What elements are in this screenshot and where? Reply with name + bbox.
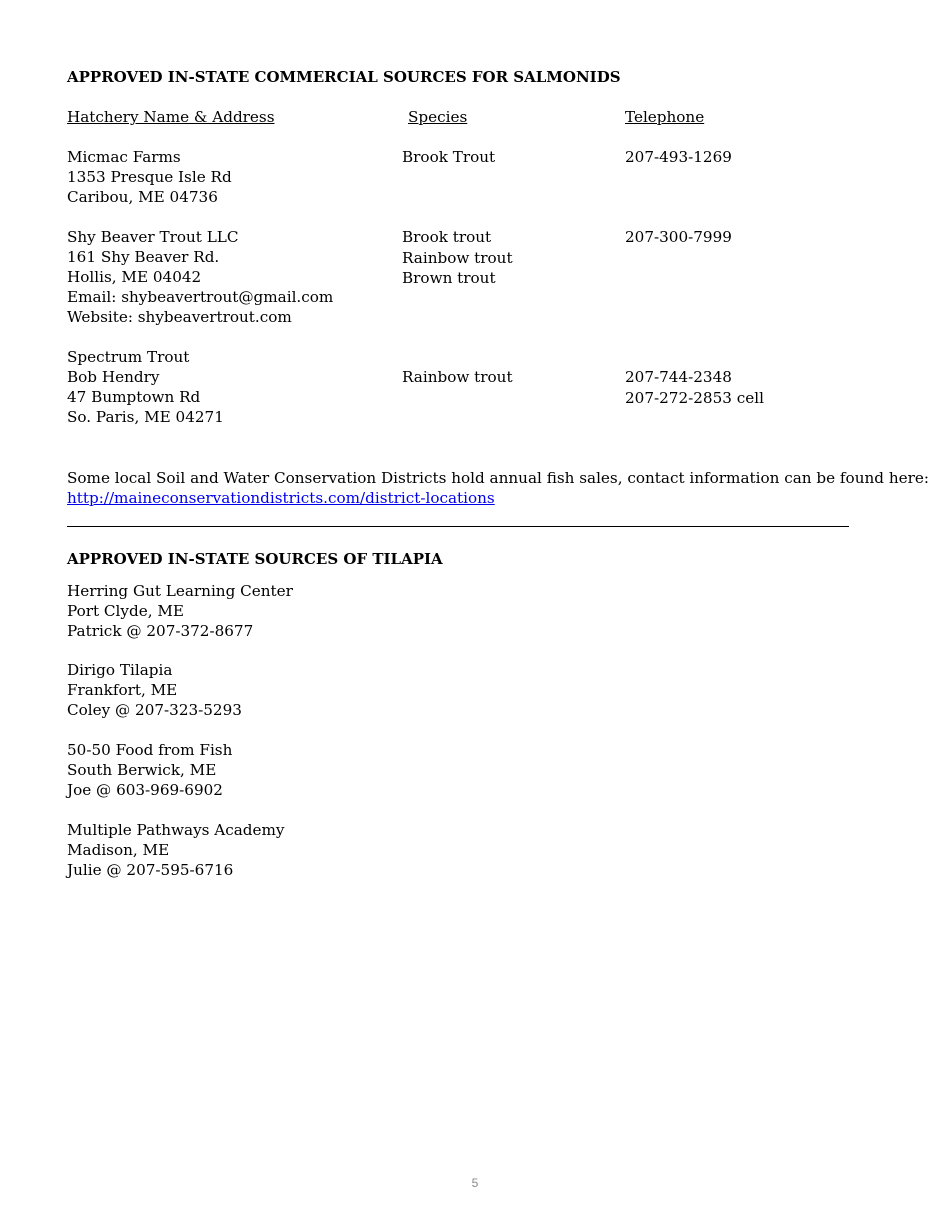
address-line: 1353 Presque Isle Rd: [67, 168, 232, 186]
address-line: Hollis, ME 04042: [67, 268, 202, 286]
salmonids-heading: APPROVED IN-STATE COMMERCIAL SOURCES FOR SALMONIDS: [67, 68, 621, 86]
column-header-species: Species: [408, 108, 468, 126]
species-item: Brown trout: [402, 268, 496, 287]
source-location: Frankfort, ME: [67, 681, 178, 699]
email-line: Email: shybeavertrout@gmail.com: [67, 288, 334, 306]
conservation-link-wrap: [67, 488, 495, 508]
website-line: Website: shybeavertrout.com: [67, 308, 292, 326]
species-item: Rainbow trout: [402, 248, 513, 267]
phone-number: 207-744-2348: [625, 368, 732, 386]
source-name: Dirigo Tilapia: [67, 661, 173, 679]
source-contact: Julie @ 207-595-6716: [67, 861, 234, 879]
source-name: Herring Gut Learning Center: [67, 582, 293, 600]
hatchery-shy-beaver-species: [402, 227, 513, 288]
address-line: 47 Bumptown Rd: [67, 388, 201, 406]
phone-number: 207-300-7999: [625, 228, 732, 246]
hatchery-micmac-address: [67, 147, 232, 207]
tilapia-heading: APPROVED IN-STATE SOURCES OF TILAPIA: [67, 550, 443, 568]
species-item: Rainbow trout: [402, 368, 513, 386]
conservation-districts-link[interactable]: http://maineconservationdistricts.com/district-locations: [67, 489, 495, 507]
source-contact: Joe @ 603-969-6902: [67, 781, 223, 799]
hatchery-spectrum-phone: [625, 367, 764, 408]
species-item: Brook trout: [402, 228, 492, 246]
hatchery-spectrum-species: [402, 367, 513, 387]
tilapia-source: [67, 581, 293, 641]
phone-number: 207-272-2853 cell: [625, 388, 764, 407]
address-line: Shy Beaver Trout LLC: [67, 228, 239, 246]
address-line: 161 Shy Beaver Rd.: [67, 248, 220, 266]
tilapia-source: [67, 820, 285, 880]
source-contact: Coley @ 207-323-5293: [67, 701, 242, 719]
address-line: So. Paris, ME 04271: [67, 408, 224, 426]
hatchery-micmac-species: [402, 147, 495, 167]
column-header-telephone: Telephone: [625, 108, 705, 126]
section-divider: [67, 526, 849, 527]
species-item: Brook Trout: [402, 148, 496, 166]
column-header-name: Hatchery Name & Address: [67, 108, 275, 126]
source-location: Madison, ME: [67, 841, 170, 859]
source-location: South Berwick, ME: [67, 761, 217, 779]
source-location: Port Clyde, ME: [67, 602, 184, 620]
address-line: Spectrum Trout: [67, 348, 190, 366]
phone-number: 207-493-1269: [625, 148, 732, 166]
hatchery-shy-beaver-phone: [625, 227, 732, 247]
source-name: Multiple Pathways Academy: [67, 821, 285, 839]
tilapia-source: [67, 660, 242, 720]
address-line: Caribou, ME 04736: [67, 188, 218, 206]
hatchery-shy-beaver-address: [67, 227, 333, 327]
hatchery-micmac-phone: [625, 147, 732, 167]
page-number: 5: [471, 1176, 479, 1190]
tilapia-source: [67, 740, 232, 800]
hatchery-spectrum-address: [67, 347, 224, 427]
address-line: Micmac Farms: [67, 148, 181, 166]
source-contact: Patrick @ 207-372-8677: [67, 622, 254, 640]
address-line: Bob Hendry: [67, 368, 160, 386]
source-name: 50-50 Food from Fish: [67, 741, 233, 759]
conservation-note: Some local Soil and Water Conservation Districts hold annual fish sales, contact information can be found here:: [67, 469, 929, 487]
